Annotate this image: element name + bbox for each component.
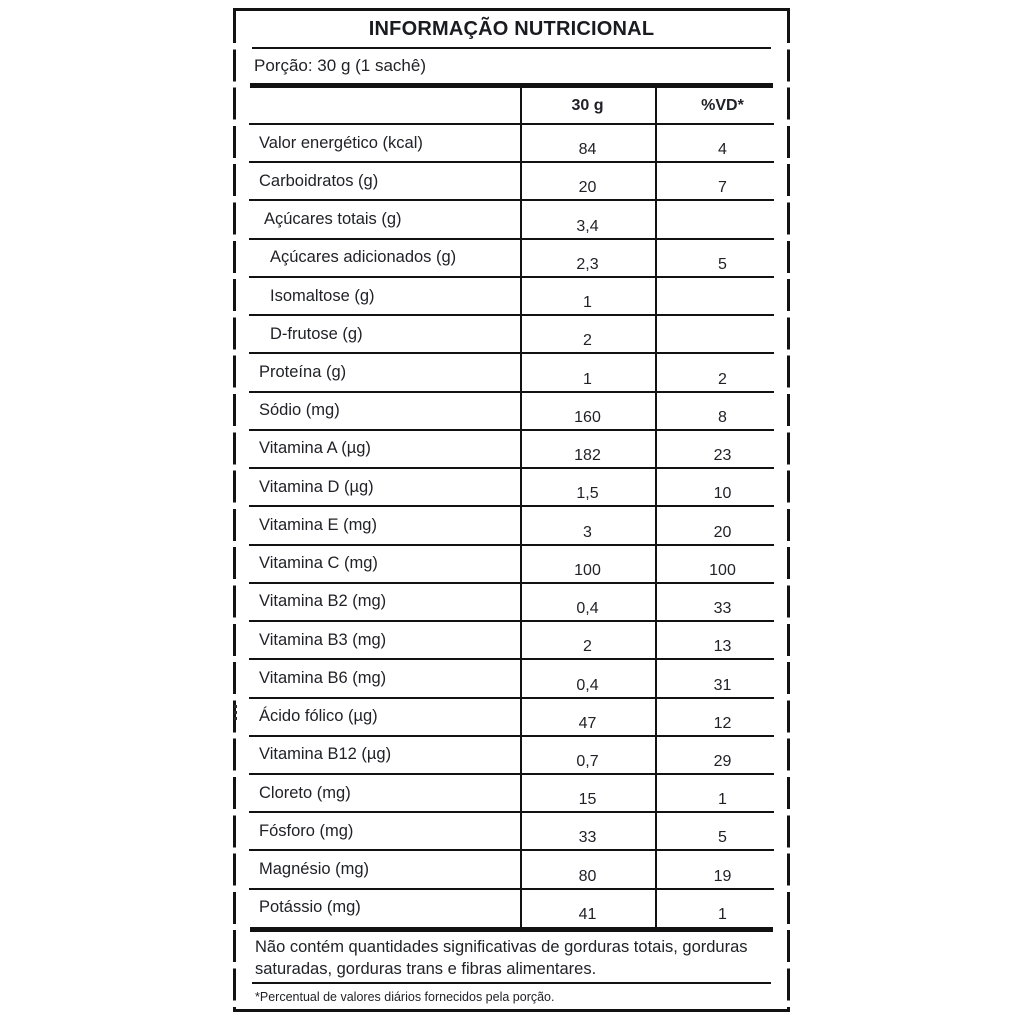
amount-per-serving: 47: [578, 714, 597, 732]
amount-per-serving: 160: [574, 408, 601, 426]
nutrient-row: [233, 545, 790, 583]
nutrient-name: Valor energético (kcal): [259, 133, 423, 152]
percent-daily-value: 29: [713, 752, 732, 770]
nutrient-row: [233, 392, 790, 430]
percent-daily-value: 1: [718, 791, 727, 809]
scan-artifact-dots: [234, 705, 237, 720]
nutrient-name: Açúcares totais (g): [264, 210, 402, 229]
title-row: [233, 11, 790, 47]
column-divider-2: [655, 88, 657, 927]
page-title: INFORMAÇÃO NUTRICIONAL: [368, 17, 655, 40]
nutrient-name: Carboidratos (g): [259, 171, 379, 190]
nutrient-name: Ácido fólico (µg): [259, 707, 378, 726]
nutrient-row: [233, 468, 790, 506]
nutrient-row: [233, 889, 790, 927]
percent-daily-value: 4: [718, 141, 727, 159]
column-header-empty: [233, 88, 520, 124]
serving-size-text: Porção: 30 g (1 sachê): [254, 56, 426, 75]
percent-daily-value: [655, 315, 790, 353]
percent-daily-value: 23: [713, 447, 732, 465]
percent-daily-value: 10: [713, 485, 732, 503]
column-header-vd: %VD*: [701, 97, 744, 114]
nutrient-name: Vitamina B6 (mg): [259, 668, 387, 687]
amount-per-serving: 1,5: [576, 485, 599, 503]
nutrient-row: [233, 850, 790, 888]
amount-per-serving: 3: [583, 523, 592, 541]
amount-per-serving: 1: [583, 370, 592, 388]
amount-per-serving: 2: [583, 638, 592, 656]
nutrient-row: [233, 124, 790, 162]
nutrient-name: Vitamina E (mg): [259, 515, 377, 534]
nutrient-name: D-frutose (g): [270, 324, 363, 343]
nutrient-name: Fósforo (mg): [259, 821, 354, 840]
percent-daily-value: 13: [713, 638, 732, 656]
nutrient-row: [233, 239, 790, 277]
nutrient-row: [233, 698, 790, 736]
nutrient-row: [233, 774, 790, 812]
nutrient-row: [233, 812, 790, 850]
percent-daily-value: 5: [718, 255, 727, 273]
amount-per-serving: 80: [578, 867, 597, 885]
no-significant-amounts-note: Não contém quantidades significativas de gorduras totais, gorduras saturadas, gorduras trans e fibras alimentares.: [255, 938, 748, 978]
amount-per-serving: 0,4: [576, 600, 599, 618]
nutrient-name: Isomaltose (g): [270, 286, 375, 305]
amount-per-serving: 1: [583, 294, 592, 312]
nutrient-name: Sódio (mg): [259, 401, 340, 420]
amount-per-serving: 2: [583, 332, 592, 350]
serving-row: [233, 49, 790, 83]
amount-per-serving: 3,4: [576, 217, 599, 235]
nutrient-row: [233, 506, 790, 544]
nutrient-name: Cloreto (mg): [259, 783, 351, 802]
nutrient-name: Açúcares adicionados (g): [270, 248, 457, 267]
percent-daily-value: 2: [718, 370, 727, 388]
nutrient-name: Vitamina A (µg): [259, 439, 371, 458]
table-header-row: [233, 88, 790, 124]
amount-per-serving: 33: [578, 829, 597, 847]
percent-daily-value: [655, 277, 790, 315]
nutrient-row: [233, 353, 790, 391]
nutrition-facts-label: [233, 8, 790, 1012]
nutrient-name: Vitamina B12 (µg): [259, 745, 392, 764]
nutrient-name: Proteína (g): [259, 363, 347, 382]
nutrient-name: Magnésio (mg): [259, 860, 370, 879]
nutrient-row: [233, 621, 790, 659]
nutrient-row: [233, 583, 790, 621]
percent-daily-value: 19: [713, 867, 732, 885]
column-header-amount: 30 g: [571, 97, 604, 114]
nutrient-row: [233, 659, 790, 697]
nutrient-name: Potássio (mg): [259, 898, 361, 917]
amount-per-serving: 41: [578, 905, 597, 923]
column-divider-1: [520, 88, 522, 927]
nutrient-name: Vitamina C (mg): [259, 554, 378, 573]
nutrient-row: [233, 200, 790, 238]
percent-daily-value: 33: [713, 600, 732, 618]
percent-daily-value: 31: [713, 676, 732, 694]
nutrition-table: [233, 88, 790, 927]
amount-per-serving: 20: [578, 179, 597, 197]
percent-daily-value: 8: [718, 408, 727, 426]
percent-daily-value: 20: [713, 523, 732, 541]
amount-per-serving: 84: [578, 141, 597, 159]
nutrient-name: Vitamina B2 (mg): [259, 592, 387, 611]
nutrient-row: [233, 736, 790, 774]
amount-per-serving: 2,3: [576, 255, 599, 273]
nutrient-name: Vitamina D (µg): [259, 477, 374, 496]
percent-daily-value: 7: [718, 179, 727, 197]
amount-per-serving: 100: [574, 561, 601, 579]
nutrient-name: Vitamina B3 (mg): [259, 630, 387, 649]
daily-values-footnote: *Percentual de valores diários fornecidos pela porção.: [255, 989, 555, 1004]
nutrient-row: [233, 162, 790, 200]
amount-per-serving: 0,4: [576, 676, 599, 694]
nutrient-row: [233, 430, 790, 468]
percent-daily-value: [655, 200, 790, 238]
nutrient-row: [233, 315, 790, 353]
amount-per-serving: 0,7: [576, 752, 599, 770]
amount-per-serving: 15: [578, 791, 597, 809]
percent-daily-value: 5: [718, 829, 727, 847]
percent-daily-value: 12: [713, 714, 732, 732]
percent-daily-value: 1: [718, 905, 727, 923]
nutrient-row: [233, 277, 790, 315]
percent-daily-value: 100: [709, 561, 736, 579]
amount-per-serving: 182: [574, 447, 601, 465]
